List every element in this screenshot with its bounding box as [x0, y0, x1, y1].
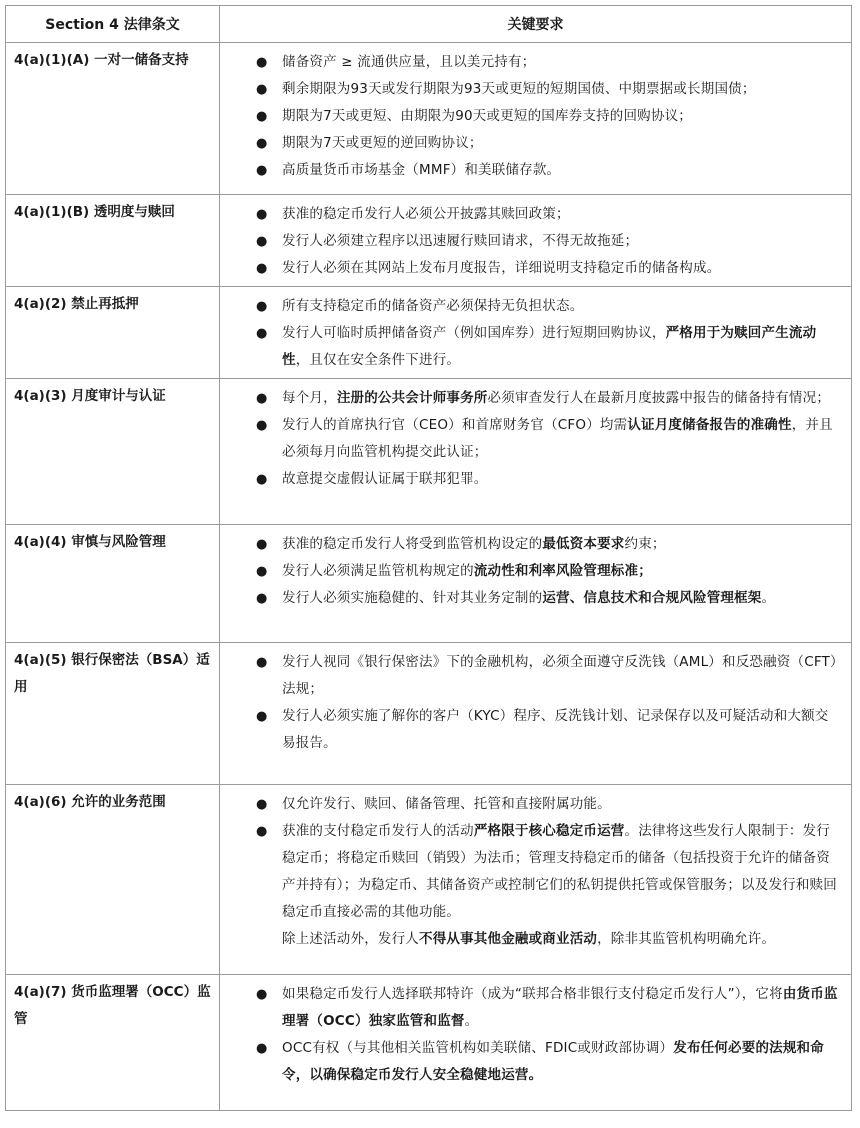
table-row: [6, 785, 852, 975]
text-run: 每个月，: [282, 390, 337, 406]
table-row: [6, 975, 852, 1111]
requirements-cell: [220, 525, 852, 643]
text-run: 高质量货币市场基金（MMF）和美联储存款。: [282, 162, 561, 178]
emphasized-text: 注册的公共会计师事务所: [336, 390, 488, 406]
bullet-icon: ●: [256, 1041, 268, 1056]
text-run: 发行人必须建立程序以迅速履行赎回请求，不得无故拖延；: [282, 233, 639, 249]
list-item: [220, 558, 841, 585]
text-run: 发行人必须在其网站上发布月度报告，详细说明支持稳定币的储备构成。: [282, 260, 721, 276]
requirements-cell: [220, 43, 852, 195]
bullet-icon: ●: [256, 709, 268, 724]
text-run: 。: [761, 590, 776, 606]
list-item: [220, 1035, 841, 1089]
list-item: [220, 412, 841, 466]
requirements-list: [220, 43, 851, 188]
text-run: 发行人的首席执行官（CEO）和首席财务官（CFO）均需: [282, 417, 628, 433]
requirements-list: [220, 379, 851, 497]
table-row: [6, 643, 852, 785]
list-item: [220, 130, 841, 157]
bullet-icon: ●: [256, 109, 268, 124]
bullet-icon: ●: [256, 537, 268, 552]
section-cell: [6, 379, 220, 525]
list-item: [220, 791, 841, 818]
list-item: [220, 228, 841, 255]
list-item: [220, 531, 841, 558]
text-run: 如果稳定币发行人选择联邦特许（成为“联邦合格非银行支付稳定币发行人”），它将: [282, 986, 783, 1002]
legal-requirements-table: [5, 5, 852, 1111]
section-cell: [6, 525, 220, 643]
requirements-cell: [220, 287, 852, 379]
section-cell: [6, 975, 220, 1111]
list-item: [220, 320, 841, 374]
text-run: 获准的支付稳定币发行人的活动: [282, 823, 474, 839]
list-item: [220, 981, 841, 1035]
text-run: 。: [464, 1013, 479, 1029]
text-run: 发行人必须实施稳健的、针对其业务定制的: [282, 590, 543, 606]
emphasized-text: 最低资本要求: [542, 536, 625, 552]
section-cell: [6, 195, 220, 287]
emphasized-text: 流动性和利率风险管理标准；: [473, 563, 652, 579]
bullet-icon: ●: [256, 234, 268, 249]
bullet-icon: ●: [256, 472, 268, 487]
list-item: [220, 385, 841, 412]
section-cell: [6, 287, 220, 379]
table-row: [6, 379, 852, 525]
text-run: 除上述活动外，发行人: [282, 931, 419, 947]
text-run: 发行人视同《银行保密法》下的金融机构，必须全面遵守反洗钱（AML）和反恐融资（CFT）法规；: [282, 654, 837, 697]
bullet-icon: ●: [256, 824, 268, 839]
text-run: ，且仅在安全条件下进行。: [295, 352, 461, 368]
requirements-cell: [220, 975, 852, 1111]
requirements-cell: [220, 195, 852, 287]
text-run: 约束；: [624, 536, 666, 552]
requirements-cell: [220, 379, 852, 525]
header-requirements-column: 关键要求: [220, 6, 852, 43]
list-item: [220, 201, 841, 228]
section-label: 4(a)(1)(B) 透明度与赎回: [14, 204, 175, 220]
emphasized-text: 由货币监理署（OCC）独家监管和监督: [282, 986, 838, 1029]
list-note: [220, 926, 841, 953]
requirements-list: [220, 525, 851, 616]
emphasized-text: 认证月度储备报告的准确性: [627, 417, 792, 433]
text-run: 储备资产 ≥ 流通供应量，且以美元持有；: [282, 54, 536, 70]
bullet-icon: ●: [256, 136, 268, 151]
section-cell: [6, 643, 220, 785]
bullet-icon: ●: [256, 326, 268, 341]
list-item: [220, 818, 841, 926]
bullet-icon: ●: [256, 55, 268, 70]
table-row: [6, 43, 852, 195]
section-label: 4(a)(5) 银行保密法（BSA）适用: [14, 652, 210, 695]
emphasized-text: 不得从事其他金融或商业活动: [419, 931, 598, 947]
text-run: 剩余期限为93天或发行期限为93天或更短的短期国债、中期票据或长期国债；: [282, 81, 756, 97]
requirements-cell: [220, 643, 852, 785]
list-item: [220, 103, 841, 130]
bullet-icon: ●: [256, 299, 268, 314]
emphasized-text: 严格用于为赎回产生流动性: [282, 325, 817, 368]
text-run: 故意提交虚假认证属于联邦犯罪。: [282, 471, 488, 487]
table-row: [6, 195, 852, 287]
requirements-list: [220, 785, 851, 957]
text-run: 期限为7天或更短的逆回购协议；: [282, 135, 483, 151]
bullet-icon: ●: [256, 564, 268, 579]
bullet-icon: ●: [256, 391, 268, 406]
requirements-list: [220, 975, 851, 1093]
requirements-list: [220, 643, 851, 761]
section-label: 4(a)(2) 禁止再抵押: [14, 296, 139, 312]
section-label: 4(a)(6) 允许的业务范围: [14, 794, 166, 810]
text-run: 期限为7天或更短、由期限为90天或更短的国库券支持的回购协议；: [282, 108, 692, 124]
bullet-icon: ●: [256, 987, 268, 1002]
text-run: 必须审查发行人在最新月度披露中报告的储备持有情况；: [487, 390, 831, 406]
list-item: [220, 255, 841, 282]
emphasized-text: 严格限于核心稳定币运营: [473, 823, 625, 839]
table-row: [6, 525, 852, 643]
list-item: [220, 76, 841, 103]
bullet-icon: ●: [256, 163, 268, 178]
text-run: 所有支持稳定币的储备资产必须保持无负担状态。: [282, 298, 584, 314]
text-run: 获准的稳定币发行人将受到监管机构设定的: [282, 536, 543, 552]
text-run: ，并且必须每月向监管机构提交此认证；: [282, 417, 833, 460]
list-item: [220, 585, 841, 612]
text-run: 获准的稳定币发行人必须公开披露其赎回政策；: [282, 206, 570, 222]
text-run: OCC有权（与其他相关监管机构如美联储、FDIC或财政部协调）: [282, 1040, 674, 1056]
text-run: 。法律将这些发行人限制于：发行稳定币；将稳定币赎回（销毁）为法币；管理支持稳定币的储备（包括投资于允许的储备资产并持有）；为稳定币、其储备资产或控制它们的私钥提供托管或保管服务；以及发行和赎回稳定币直接必需的其他功能。: [282, 823, 837, 920]
list-item: [220, 157, 841, 184]
requirements-cell: [220, 785, 852, 975]
list-item: [220, 49, 841, 76]
table-body: [6, 43, 852, 1111]
bullet-icon: ●: [256, 82, 268, 97]
list-item: [220, 703, 841, 757]
requirements-list: [220, 287, 851, 378]
bullet-icon: ●: [256, 261, 268, 276]
bullet-icon: ●: [256, 207, 268, 222]
section-cell: [6, 785, 220, 975]
emphasized-text: 发布任何必要的法规和命令，以确保稳定币发行人安全稳健地运营。: [282, 1040, 824, 1083]
section-label: 4(a)(4) 审慎与风险管理: [14, 534, 166, 550]
section-cell: [6, 43, 220, 195]
requirements-list: [220, 195, 851, 286]
list-item: [220, 466, 841, 493]
bullet-icon: ●: [256, 797, 268, 812]
emphasized-text: 运营、信息技术和合规风险管理框架: [542, 590, 762, 606]
table-row: [6, 287, 852, 379]
header-section-column: Section 4 法律条文: [6, 6, 220, 43]
bullet-icon: ●: [256, 655, 268, 670]
list-item: [220, 649, 841, 703]
text-run: 仅允许发行、赎回、储备管理、托管和直接附属功能。: [282, 796, 611, 812]
list-item: [220, 293, 841, 320]
section-label: 4(a)(3) 月度审计与认证: [14, 388, 166, 404]
bullet-icon: ●: [256, 591, 268, 606]
section-label: 4(a)(1)(A) 一对一储备支持: [14, 52, 189, 68]
bullet-icon: ●: [256, 418, 268, 433]
section-label: 4(a)(7) 货币监理署（OCC）监管: [14, 984, 211, 1027]
text-run: 发行人必须满足监管机构规定的: [282, 563, 474, 579]
text-run: ，除非其监管机构明确允许。: [597, 931, 776, 947]
text-run: 发行人必须实施了解你的客户（KYC）程序、反洗钱计划、记录保存以及可疑活动和大额交易报告。: [282, 708, 829, 751]
text-run: 发行人可临时质押储备资产（例如国库券）进行短期回购协议，: [282, 325, 666, 341]
